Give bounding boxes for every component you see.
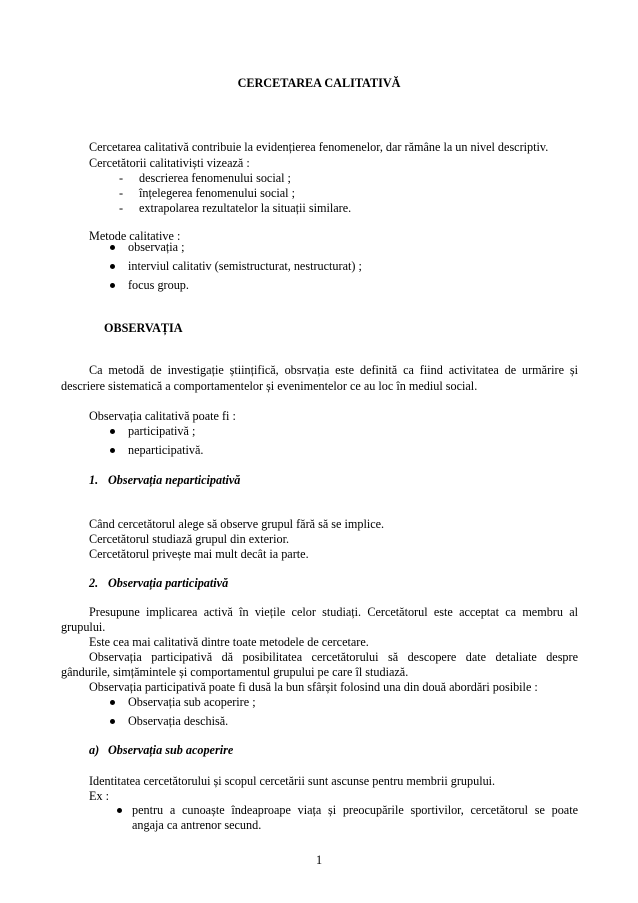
subsection-a-letter: a): [89, 743, 100, 757]
section-2-number: 2.: [89, 576, 99, 590]
section-2-p1-line-1: Presupune implicarea activă în viețile celor studiați. Cercetătorul este acceptat ca membru al: [89, 605, 578, 619]
section-2-p3-line-1: Observația participativă dă posibilitatea cercetătorului să descopere date detaliate despre: [89, 650, 578, 664]
dash-bullet: -: [119, 186, 124, 200]
bullet-dot: [110, 448, 115, 453]
bullet-dot: [110, 283, 115, 288]
example-line-1: pentru a cunoaște îndeaproape viața și preocupările sportivilor, cercetătorul se poate: [132, 803, 578, 817]
section-2-p3-line-2: gândurile, simțămintele și comportamentul grupului pe care îl studiază.: [61, 665, 409, 679]
bullet-dot: [110, 719, 115, 724]
types-heading: Observația calitativă poate fi :: [89, 409, 236, 423]
type-item: participativă ;: [128, 424, 196, 438]
section-heading-observatia: OBSERVAȚIA: [104, 321, 183, 335]
section-2-p1-line-2: grupului.: [61, 620, 106, 634]
approach-item: Observația sub acoperire ;: [128, 695, 256, 709]
page-title: CERCETAREA CALITATIVĂ: [237, 76, 401, 90]
method-item: observația ;: [128, 240, 185, 254]
definition-line-2: descriere sistematică a comportamentelor și evenimentelor ce au loc în mediul social.: [61, 379, 478, 393]
subsection-a-title: Observația sub acoperire: [108, 743, 234, 757]
method-item: focus group.: [128, 278, 189, 292]
section-1-line: Cercetătorul studiază grupul din exterior.: [89, 532, 290, 546]
intro-dash-item: înțelegerea fenomenului social ;: [139, 186, 296, 200]
type-item: neparticipativă.: [128, 443, 204, 457]
section-1-line: Cercetătorul privește mai mult decât ia parte.: [89, 547, 309, 561]
example-label: Ex :: [89, 789, 109, 803]
section-2-title: Observația participativă: [108, 576, 229, 590]
section-1-line: Când cercetătorul alege să observe grupul fără să se implice.: [89, 517, 385, 531]
bullet-dot: [110, 245, 115, 250]
example-line-2: angaja ca antrenor secund.: [132, 818, 262, 832]
definition-line-1: Ca metodă de investigație științifică, obsrvația este definită ca fiind activitatea de urmărire și: [89, 363, 578, 377]
section-1-number: 1.: [89, 473, 99, 487]
bullet-dot: [110, 700, 115, 705]
section-2-p4: Observația participativă poate fi dusă la bun sfârșit folosind una din două abordări posibile :: [89, 680, 538, 694]
intro-dash-item: descrierea fenomenului social ;: [139, 171, 291, 185]
subsection-a-line: Identitatea cercetătorului și scopul cercetării sunt ascunse pentru membrii grupului.: [89, 774, 496, 788]
bullet-dot: [110, 264, 115, 269]
intro-line-2: Cercetătorii calitativiști vizează :: [89, 156, 250, 170]
intro-dash-item: extrapolarea rezultatelor la situații similare.: [139, 201, 352, 215]
dash-bullet: -: [119, 171, 124, 185]
method-item: interviul calitativ (semistructurat, nestructurat) ;: [128, 259, 362, 273]
section-2-p2: Este cea mai calitativă dintre toate metodele de cercetare.: [89, 635, 369, 649]
approach-item: Observația deschisă.: [128, 714, 229, 728]
section-1-title: Observația neparticipativă: [108, 473, 241, 487]
intro-line-1: Cercetarea calitativă contribuie la evidențierea fenomenelor, dar rămâne la un nivel descriptiv.: [89, 140, 549, 154]
bullet-dot: [117, 808, 122, 813]
methods-heading: Metode calitative :: [89, 229, 181, 243]
dash-bullet: -: [119, 201, 124, 215]
page-number: 1: [315, 853, 323, 867]
bullet-dot: [110, 429, 115, 434]
